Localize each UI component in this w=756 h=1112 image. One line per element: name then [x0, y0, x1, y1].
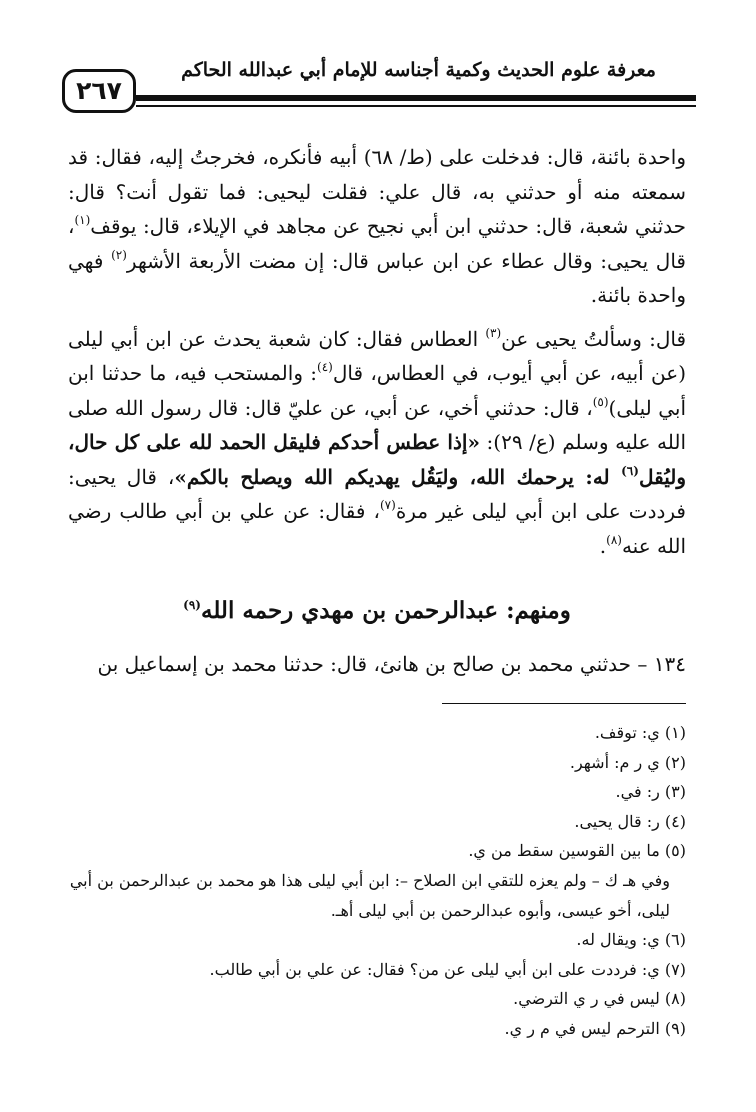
footnote: (٢) ي ر م: أشهر.	[569, 752, 686, 772]
footnote: (٨) ليس في ر ي الترضي.	[513, 989, 686, 1009]
section-heading-text: ومنهم: عبدالرحمن بن مهدي رحمه الله	[200, 597, 571, 624]
footnote-ref: (٨)	[606, 532, 622, 547]
footnote: (٥) ما بين القوسين سقط من ي.	[468, 841, 686, 861]
text-run: ، قال يحيى: فرددت على ابن أبي ليلى غير مرة	[68, 464, 686, 523]
footnote-ref: (٣)	[485, 325, 502, 340]
text-run: فهي واحدة بائنة.	[68, 248, 686, 307]
text-run: .	[599, 533, 607, 558]
text-run: ، قال: حدثني أخي، عن أبي، عن عليّ قال: قال رسول الله صلى الله عليه وسلم (ع/ ٢٩):	[68, 395, 687, 454]
footnote: (٣) ر: في.	[615, 782, 686, 802]
paragraph-2	[68, 322, 686, 564]
hadith-text: له: يرحمك الله، وليَقُل يهديكم الله ويصلح بالكم»	[174, 464, 622, 489]
text-run: ، فقال: عن علي بن أبي طالب رضي الله عنه	[68, 499, 686, 558]
footnote-separator	[442, 703, 686, 704]
paragraph-3: ١٣٤ – حدثني محمد بن صالح بن هانئ، قال: حدثنا محمد بن إسماعيل بن	[97, 652, 686, 676]
text-run: قال: وسألتُ يحيى عن	[501, 326, 686, 351]
footnote-ref: (٧)	[379, 498, 396, 512]
main-text	[68, 140, 686, 682]
footnotes	[68, 718, 686, 1044]
footnote-ref: (١)	[74, 213, 91, 227]
footnote-ref: (٢)	[111, 247, 127, 262]
running-header-title: معرفة علوم الحديث وكمية أجناسه للإمام أبي عبدالله الحاكم	[181, 59, 656, 81]
footnote: (١) ي: توقف.	[594, 723, 686, 742]
footnote: (٤) ر: قال يحيى.	[574, 811, 686, 831]
header-rule-thick	[136, 95, 696, 101]
page-number: ٢٦٧	[76, 76, 122, 105]
text-run: : والمستحب فيه، ما حدثنا ابن أبي ليلى)	[68, 361, 687, 420]
text-run: واحدة بائنة، قال: فدخلت على (ط/ ٦٨) أبيه فأنكره، فخرجتُ إليه، فقال: قد سمعته منه أو حدثني به، قال علي: فقلت ليحيى: فما تقول أنت؟ قال: حدثني شعبة، قال: حدثني ابن أبي نجيح عن مجاهد في الإيلاء، قال: يوقف	[68, 145, 686, 238]
hadith-text: «إذا عطس أحدكم فليقل الحمد لله على كل حال، وليُقل	[68, 430, 686, 489]
footnote: (٩) الترحم ليس في م ر ي.	[504, 1018, 686, 1038]
header-rule-thin	[136, 105, 696, 107]
page-number-badge	[62, 69, 136, 113]
footnote-continuation: وفي هـ ك – ولم يعزه للتقي ابن الصلاح –: ابن أبي ليلى هذا هو محمد بن عبدالرحمن بن أبي ليلى، أخو عيسى، وأبوه عبدالرحمن بن أبي ليلى أهـ.	[69, 870, 670, 920]
section-heading	[68, 591, 686, 631]
footnote-ref: (٤)	[317, 360, 333, 374]
footnote-ref: (٥)	[592, 394, 609, 409]
footnote-ref: (٦)	[621, 463, 639, 478]
footnote: (٧) ي: فرددت على ابن أبي ليلى عن من؟ فقال: عن علي بن أبي طالب.	[209, 959, 686, 979]
text-run: العطاس فقال: كان شعبة يحدث عن ابن أبي ليلى (عن أبيه، عن أبي أيوب، في العطاس، قال	[68, 326, 686, 385]
paragraph-1	[68, 140, 686, 313]
footnote-ref: (٩)	[183, 598, 201, 612]
text-run: ، قال يحيى: وقال عطاء عن ابن عباس قال: إن مضت الأربعة الأشهر	[68, 214, 686, 273]
footnote: (٦) ي: ويقال له.	[576, 930, 686, 950]
